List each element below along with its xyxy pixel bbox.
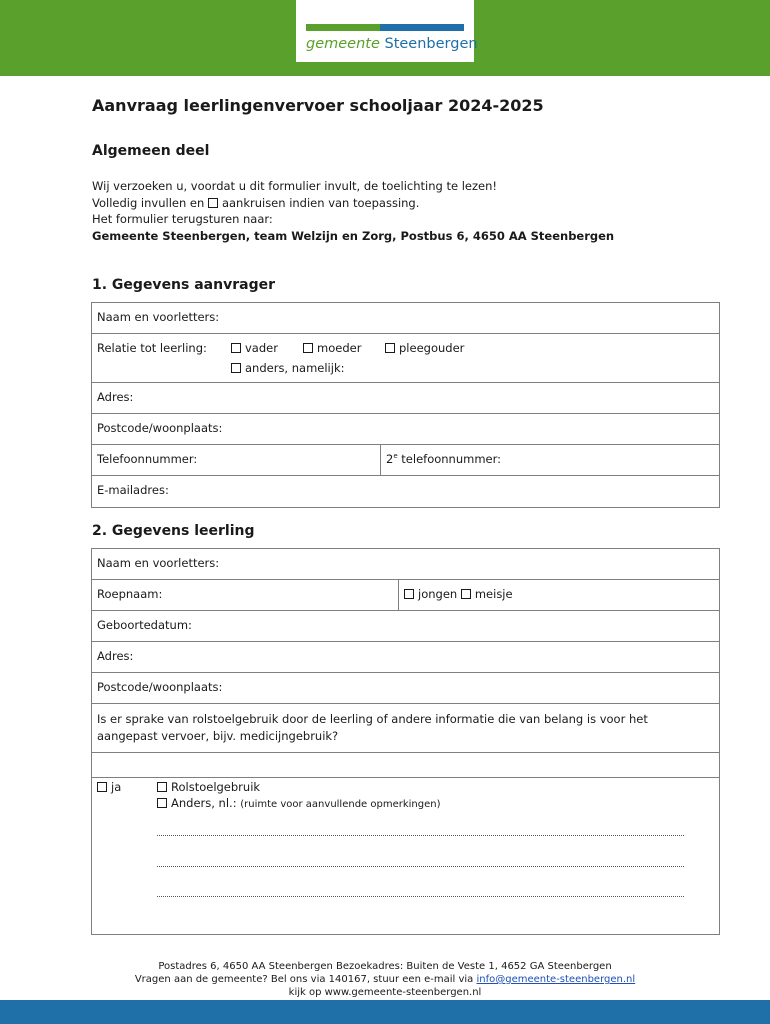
relation-option-anders[interactable]: [231, 361, 344, 375]
logo-bar-green: [306, 24, 380, 31]
student-name-row[interactable]: [92, 549, 719, 580]
phone-label: Telefoonnummer:: [97, 452, 198, 466]
checkbox-icon[interactable]: [97, 782, 107, 792]
checkbox-icon[interactable]: [404, 589, 414, 599]
student-name-label: Naam en voorletters:: [97, 556, 220, 570]
footer-line-2: [0, 973, 770, 986]
gender-option-meisje[interactable]: [461, 587, 513, 601]
applicant-form: [91, 302, 720, 508]
section-1-title: 1. Gegevens aanvrager: [92, 277, 275, 293]
phone-row: [92, 445, 719, 476]
logo-bar-blue: [380, 24, 464, 31]
checkbox-icon[interactable]: [385, 343, 395, 353]
option-anders-hint: (ruimte voor aanvullende opmerkingen): [240, 799, 441, 810]
footer-line-2-text: Vragen aan de gemeente? Bel ons via 140167, stuur een e-mail via: [134, 974, 477, 985]
page-footer: [0, 960, 770, 999]
checkbox-icon[interactable]: [157, 798, 167, 808]
birthdate-label: Geboortedatum:: [97, 618, 192, 632]
question-text: [92, 704, 719, 752]
relation-label: Relatie tot leerling:: [97, 341, 207, 355]
option-anders-label: Anders, nl.:: [171, 796, 237, 810]
option-ja[interactable]: [97, 780, 121, 794]
phone-field[interactable]: [92, 445, 380, 475]
gender-option-jongen[interactable]: [404, 587, 457, 601]
applicant-email-row[interactable]: [92, 476, 719, 507]
option-rolstoel-label: Rolstoelgebruik: [171, 780, 261, 794]
applicant-email-label: E-mailadres:: [97, 483, 169, 497]
checkbox-icon: [208, 198, 218, 208]
spacer-row: [92, 753, 719, 778]
gender-option-label: meisje: [474, 587, 513, 601]
option-anders[interactable]: [157, 796, 441, 810]
relation-option-label: pleegouder: [399, 341, 465, 355]
intro-line-1: Wij verzoeken u, voordat u dit formulier invult, de toelichting te lezen!: [92, 179, 497, 193]
callname-label: Roepnaam:: [97, 587, 163, 601]
logo-text: [306, 34, 478, 54]
intro-line-2: [92, 195, 614, 212]
applicant-address-label: Adres:: [97, 390, 134, 404]
option-ja-label: ja: [111, 780, 122, 794]
logo-word-gemeente: gemeente: [306, 36, 380, 52]
section-2-title: 2. Gegevens leerling: [92, 523, 255, 539]
callname-field[interactable]: [92, 580, 398, 610]
student-postcode-row[interactable]: [92, 673, 719, 704]
applicant-postcode-row[interactable]: [92, 414, 719, 445]
gender-option-label: jongen: [418, 587, 458, 601]
remarks-line-2[interactable]: [157, 866, 684, 867]
question-row: [92, 704, 719, 753]
relation-option-label: anders, namelijk:: [245, 361, 345, 375]
option-rolstoel[interactable]: [157, 780, 260, 794]
relation-row: [92, 334, 719, 383]
form-subtitle: Algemeen deel: [92, 143, 210, 159]
remarks-row: [92, 778, 719, 934]
phone2-label: telefoonnummer:: [397, 452, 502, 466]
form-title: Aanvraag leerlingenvervoer schooljaar 2024-2025: [92, 96, 544, 115]
footer-line-3: kijk op www.gemeente-steenbergen.nl: [288, 987, 482, 998]
applicant-postcode-label: Postcode/woonplaats:: [97, 421, 223, 435]
question-line-2: aangepast vervoer, bijv. medicijngebruik?: [97, 729, 339, 743]
applicant-name-row[interactable]: [92, 303, 719, 334]
birthdate-row[interactable]: [92, 611, 719, 642]
footer-line-1: Postadres 6, 4650 AA Steenbergen Bezoekadres: Buiten de Veste 1, 4652 GA Steenbergen: [158, 961, 612, 972]
footer-email-link[interactable]: info@gemeente-steenbergen.nl: [476, 974, 636, 985]
student-address-row[interactable]: [92, 642, 719, 673]
checkbox-icon[interactable]: [157, 782, 167, 792]
relation-option-pleegouder[interactable]: [385, 341, 464, 355]
intro-line-4: Gemeente Steenbergen, team Welzijn en Zorg, Postbus 6, 4650 AA Steenbergen: [92, 228, 615, 243]
remarks-line-3[interactable]: [157, 896, 684, 897]
gender-field: [398, 580, 719, 610]
applicant-name-label: Naam en voorletters:: [97, 310, 220, 324]
intro-line-3: Het formulier terugsturen naar:: [92, 212, 273, 226]
phone2-field[interactable]: [380, 445, 719, 475]
checkbox-icon[interactable]: [231, 343, 241, 353]
logo-word-steenbergen: Steenbergen: [384, 36, 478, 52]
phone2-sup: e: [393, 452, 398, 461]
student-address-label: Adres:: [97, 649, 134, 663]
callname-row: [92, 580, 719, 611]
checkbox-icon[interactable]: [303, 343, 313, 353]
relation-option-label: moeder: [317, 341, 362, 355]
checkbox-icon[interactable]: [461, 589, 471, 599]
footer-band: [0, 1000, 770, 1024]
student-form: [91, 548, 720, 935]
student-postcode-label: Postcode/woonplaats:: [97, 680, 223, 694]
question-line-1: Is er sprake van rolstoelgebruik door de leerling of andere informatie die van belang is voor het: [97, 712, 648, 726]
applicant-address-row[interactable]: [92, 383, 719, 414]
municipality-logo: [296, 0, 478, 62]
intro-text: [92, 178, 614, 244]
checkbox-icon[interactable]: [231, 363, 241, 373]
relation-option-moeder[interactable]: [303, 341, 361, 355]
phone2-prefix: 2: [386, 452, 394, 466]
intro-line-2-post: aankruisen indien van toepassing.: [221, 195, 420, 210]
remarks-line-1[interactable]: [157, 835, 684, 836]
intro-line-2-pre: Volledig invullen en: [92, 195, 205, 210]
relation-option-label: vader: [245, 341, 278, 355]
relation-option-vader[interactable]: [231, 341, 278, 355]
